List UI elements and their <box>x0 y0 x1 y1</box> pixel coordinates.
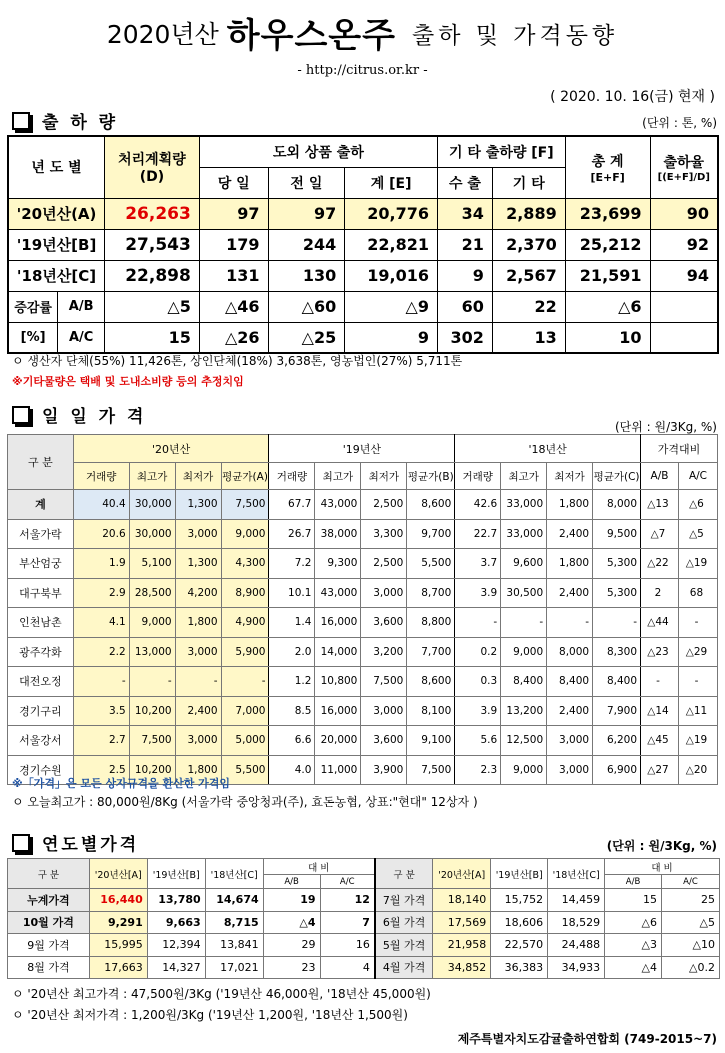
cell-n18: 3,000 <box>547 726 593 756</box>
header-2020: '20년산 <box>73 435 269 463</box>
min-price-note: ㅇ '20년산 최저가격 : 1,200원/3Kg ('19년산 1,200원, '18년산 1,500원) <box>12 1008 408 1022</box>
cell-x18: - <box>501 608 547 638</box>
cell-v19: 26.7 <box>269 519 315 549</box>
cell-n20: 1,800 <box>175 755 221 785</box>
title-year: 2020년산 <box>106 20 219 49</box>
cell-a20: 7,500 <box>221 490 269 520</box>
cell-x18: 8,400 <box>501 667 547 697</box>
cell-a18: 5,300 <box>593 578 641 608</box>
header-prev: 전 일 <box>268 167 345 198</box>
header-export: 수 출 <box>437 167 492 198</box>
cell-ab: △6 <box>605 911 662 934</box>
shipment-unit: (단위 : 톤, %) <box>642 116 717 130</box>
market-name: 부산엄궁 <box>8 549 74 579</box>
cell-a: 17,663 <box>89 956 147 979</box>
cell-n18: 2,400 <box>547 519 593 549</box>
cell-ab: 23 <box>263 956 320 979</box>
market-name: 인천남촌 <box>8 608 74 638</box>
cell-x20: 30,000 <box>129 490 175 520</box>
cell-ac: △19 <box>678 726 717 756</box>
cell-ab: △22 <box>641 549 679 579</box>
cell-v18: 0.3 <box>455 667 501 697</box>
cell-b: 9,663 <box>147 911 205 934</box>
report-date: ( 2020. 10. 16(금) 현재 ) <box>550 89 715 105</box>
cell-n20: - <box>175 667 221 697</box>
cell-ac: 68 <box>678 578 717 608</box>
cell-a18: 8,300 <box>593 637 641 667</box>
cell-v20: 2.7 <box>73 726 129 756</box>
cell-x19: 9,300 <box>315 549 361 579</box>
cell-a20: 5,000 <box>221 726 269 756</box>
cell-ac: - <box>678 667 717 697</box>
cell-ac: △0.2 <box>661 956 719 979</box>
cell-n18: 3,000 <box>547 755 593 785</box>
cell-v18: 0.2 <box>455 637 501 667</box>
market-name: 서울가락 <box>8 519 74 549</box>
cell-a: 15,995 <box>89 934 147 957</box>
cell-v19: 6.6 <box>269 726 315 756</box>
cell-c: 8,715 <box>205 911 263 934</box>
daily-price-table: 구 분 '20년산 '19년산 '18년산 가격대비 거래량 최고가 최저가 평균가(A) 거래량 최고가 최저가 평균가(B) 거래량 최고가 최저가 평균가(C) A/B A/C 계 40.4 30,000 1,300 7,500 67.7 43,000 2,500 8,600 42.6 33,000 1,800 8,000 △13 △6 서울가락 20.6 30,000 3,000 9,000 26.7 38,000 3,300 9,700 22.7 33,000 2,400 9,500 △7 △5 부산엄궁 1.9 5,100 1,300 4,300 7.2 9,300 2,500 5,500 3.7 9,600 1,800 5,300 △22 △19 대구북부 2.9 28,500 4,200 8,900 10.1 43,000 3,000 8,700 3.9 30,500 2,400 5,300 2 68 인천남촌 4.1 9,000 1,800 4,900 1.4 16,000 3,600 8,800 - - - - △44 - 광주각화 2.2 13,000 3,000 5,900 2.0 14,000 3,200 7,700 0.2 9,000 8,000 8,300 △23 △29 대전오정 - - - - 1.2 10,800 7,500 8,600 0.3 8,400 8,400 8,400 - - 경기구리 3.5 10,200 2,400 7,000 8.5 16,000 3,000 8,100 3.9 13,200 2,400 7,900 △14 △11 서울강서 2.7 7,500 3,000 5,000 6.6 20,000 3,600 9,100 5.6 12,500 3,000 6,200 △45 △19 경기수원 2.5 10,200 1,800 5,500 4.0 11,000 3,900 7,500 2.3 9,000 3,000 6,900 △27 △20 <box>7 434 718 785</box>
cell-x18: 33,000 <box>501 519 547 549</box>
header-today: 당 일 <box>199 167 268 198</box>
cell-n19: 2,500 <box>361 549 407 579</box>
period-name: 7월 가격 <box>375 889 433 912</box>
table-row <box>8 696 718 726</box>
cell-v18: 3.9 <box>455 578 501 608</box>
cell-v20: 2.5 <box>73 755 129 785</box>
table-row <box>8 726 718 756</box>
cell-n20: 1,800 <box>175 608 221 638</box>
cell-a19: 5,500 <box>407 549 455 579</box>
cell-a20: 5,900 <box>221 637 269 667</box>
cell-n20: 3,000 <box>175 637 221 667</box>
cell-a20: 8,900 <box>221 578 269 608</box>
cell-v19: 8.5 <box>269 696 315 726</box>
table-row <box>8 911 720 934</box>
cell-ac: △11 <box>678 696 717 726</box>
cell-x19: 20,000 <box>315 726 361 756</box>
cell-c: 24,488 <box>548 934 605 957</box>
change-unit: [%] <box>8 322 58 353</box>
cell-a19: 8,600 <box>407 490 455 520</box>
cell-x19: 14,000 <box>315 637 361 667</box>
cell-v19: 67.7 <box>269 490 315 520</box>
period-name: 6월 가격 <box>375 911 433 934</box>
cell-a18: - <box>593 608 641 638</box>
cell-a19: 9,100 <box>407 726 455 756</box>
cell-a19: 8,800 <box>407 608 455 638</box>
header-sum: 총 계 [E+F] <box>565 136 650 198</box>
cell-c: 34,933 <box>548 956 605 979</box>
market-name: 경기수원 <box>8 755 74 785</box>
market-name: 대구북부 <box>8 578 74 608</box>
yearly-section-title: 연도별가격 <box>12 830 139 855</box>
cell-v19: 1.4 <box>269 608 315 638</box>
cell-v20: 3.5 <box>73 696 129 726</box>
table-row <box>8 667 718 697</box>
cell-v19: 1.2 <box>269 667 315 697</box>
footer-org: 제주특별자치도감귤출하연합회 (749-2015~7) <box>457 1032 717 1046</box>
cell-a19: 9,700 <box>407 519 455 549</box>
cell-x19: 38,000 <box>315 519 361 549</box>
period-name: 4월 가격 <box>375 956 433 979</box>
cell-ab: 2 <box>641 578 679 608</box>
cell-x19: 10,800 <box>315 667 361 697</box>
market-name: 광주각화 <box>8 637 74 667</box>
cell-n20: 3,000 <box>175 519 221 549</box>
table-row: '18년산[C] 22,898 131 130 19,016 9 2,567 21,591 94 <box>8 260 718 291</box>
cell-ac: 12 <box>320 889 375 912</box>
cell-a19: 7,700 <box>407 637 455 667</box>
cell-ac: △5 <box>661 911 719 934</box>
cell-a: 21,958 <box>433 934 491 957</box>
period-name: 8월 가격 <box>8 956 90 979</box>
cell-x20: 13,000 <box>129 637 175 667</box>
cell-n20: 2,400 <box>175 696 221 726</box>
cell-x19: 16,000 <box>315 696 361 726</box>
cell-v20: 2.2 <box>73 637 129 667</box>
cell-v20: 1.9 <box>73 549 129 579</box>
cell-a: 34,852 <box>433 956 491 979</box>
max-price-note: ㅇ '20년산 최고가격 : 47,500원/3Kg ('19년산 46,000원, '18년산 45,000원) <box>12 987 431 1001</box>
cell-x19: 11,000 <box>315 755 361 785</box>
cell-n20: 4,200 <box>175 578 221 608</box>
cell-a20: 7,000 <box>221 696 269 726</box>
shipment-table <box>7 135 719 354</box>
table-row: 증감률 A/B △5 △46 △60 △9 60 22 △6 <box>8 291 718 322</box>
cell-x18: 9,600 <box>501 549 547 579</box>
cell-n18: 2,400 <box>547 578 593 608</box>
cell-a20: - <box>221 667 269 697</box>
table-row <box>8 608 718 638</box>
cell-ac: - <box>678 608 717 638</box>
cell-v18: - <box>455 608 501 638</box>
cell-n19: 2,500 <box>361 490 407 520</box>
cell-v18: 42.6 <box>455 490 501 520</box>
document-title <box>0 8 725 57</box>
period-name: 5월 가격 <box>375 934 433 957</box>
cell-c: 17,021 <box>205 956 263 979</box>
cell-x18: 13,200 <box>501 696 547 726</box>
title-main: 하우스온주 <box>226 16 396 56</box>
change-label: 증감률 <box>8 291 58 322</box>
cell-ac: 7 <box>320 911 375 934</box>
cell-b: 14,327 <box>147 956 205 979</box>
cell-a18: 6,200 <box>593 726 641 756</box>
cell-x18: 33,000 <box>501 490 547 520</box>
cell-a20: 4,900 <box>221 608 269 638</box>
cell-a18: 8,400 <box>593 667 641 697</box>
cell-ac: △6 <box>678 490 717 520</box>
cell-c: 18,529 <box>548 911 605 934</box>
header-domestic: 도외 상품 출하 <box>199 136 437 167</box>
cell-a20: 4,300 <box>221 549 269 579</box>
header-2018: '18년산 <box>455 435 641 463</box>
cell-n20: 1,300 <box>175 490 221 520</box>
cell-v18: 22.7 <box>455 519 501 549</box>
cell-n19: 3,200 <box>361 637 407 667</box>
table-row <box>8 519 718 549</box>
daily-unit: (단위 : 원/3Kg, %) <box>614 420 717 434</box>
cell-v20: 40.4 <box>73 490 129 520</box>
cell-n18: 8,400 <box>547 667 593 697</box>
cell-ab: △13 <box>641 490 679 520</box>
cell-x18: 9,000 <box>501 755 547 785</box>
cell-n18: 1,800 <box>547 490 593 520</box>
table-row <box>8 956 720 979</box>
cell-a18: 9,500 <box>593 519 641 549</box>
cell-ac: △20 <box>678 755 717 785</box>
cell-v18: 2.3 <box>455 755 501 785</box>
cell-n20: 3,000 <box>175 726 221 756</box>
cell-ab: △4 <box>605 956 662 979</box>
table-row <box>8 934 720 957</box>
cell-ac: △5 <box>678 519 717 549</box>
cell-n18: 1,800 <box>547 549 593 579</box>
period-name: 누계가격 <box>8 889 90 912</box>
cell-a20: 9,000 <box>221 519 269 549</box>
cell-c: 14,459 <box>548 889 605 912</box>
cell-ab: △4 <box>263 911 320 934</box>
cell-n18: 2,400 <box>547 696 593 726</box>
header-other: 기 타 출하량 [F] <box>437 136 565 167</box>
market-name: 대전오정 <box>8 667 74 697</box>
cell-ab: △7 <box>641 519 679 549</box>
cell-v19: 7.2 <box>269 549 315 579</box>
cell-a18: 8,000 <box>593 490 641 520</box>
cell-ac: △29 <box>678 637 717 667</box>
checkbox-icon <box>12 406 30 424</box>
today-max-note: ㅇ 오늘최고가 : 80,000원/8Kg (서울가락 중앙청과(주), 효돈농협, 상표:"현대" 12상자 ) <box>12 795 478 809</box>
cell-v20: - <box>73 667 129 697</box>
checkbox-icon <box>12 834 30 852</box>
cell-ab: 29 <box>263 934 320 957</box>
cell-a18: 5,300 <box>593 549 641 579</box>
header-etc: 기 타 <box>492 167 565 198</box>
cell-b: 18,606 <box>491 911 548 934</box>
cell-v18: 3.9 <box>455 696 501 726</box>
cell-x20: 5,100 <box>129 549 175 579</box>
header-plan: 처리계획량 (D) <box>105 136 200 198</box>
cell-n19: 7,500 <box>361 667 407 697</box>
table-row <box>8 889 720 912</box>
cell-ab: △45 <box>641 726 679 756</box>
cell-n19: 3,000 <box>361 578 407 608</box>
cell-b: 12,394 <box>147 934 205 957</box>
cell-v18: 3.7 <box>455 549 501 579</box>
table-row: '19년산[B] 27,543 179 244 22,821 21 2,370 25,212 92 <box>8 229 718 260</box>
cell-ab: △14 <box>641 696 679 726</box>
cell-v19: 10.1 <box>269 578 315 608</box>
cell-ab: - <box>641 667 679 697</box>
yearly-unit: (단위 : 원/3Kg, %) <box>606 839 717 853</box>
cell-a18: 6,900 <box>593 755 641 785</box>
table-row <box>8 637 718 667</box>
cell-n19: 3,000 <box>361 696 407 726</box>
cell-a: 18,140 <box>433 889 491 912</box>
cell-n19: 3,300 <box>361 519 407 549</box>
cell-ac: △19 <box>678 549 717 579</box>
cell-ab: △27 <box>641 755 679 785</box>
cell-v18: 5.6 <box>455 726 501 756</box>
estimate-note: ※기타물량은 택배 및 도내소비량 등의 추정치임 <box>12 375 244 388</box>
cell-x19: 43,000 <box>315 490 361 520</box>
cell-a19: 8,100 <box>407 696 455 726</box>
shipment-section-title: 출 하 량 <box>12 108 118 133</box>
cell-x20: - <box>129 667 175 697</box>
cell-x19: 16,000 <box>315 608 361 638</box>
cell-n19: 3,900 <box>361 755 407 785</box>
yearly-price-table: 구 분 '20년산[A] '19년산[B] '18년산[C] 대 비 구 분 '20년산[A] '19년산[B] '18년산[C] 대 비 A/B A/C A/B A/C 누계가격 16,440 13,780 14,674 19 12 7월 가격 18,140 15,752 14,459 15 25 10월 가격 9,291 9,663 8,715 △4 7 6월 가격 17,569 18,606 18,529 △6 △5 9월 가격 15,995 12,394 13,841 29 16 5월 가격 21,958 22,570 24,488 △3 △10 8월 가격 17,663 14,327 17,021 23 4 4월 가격 34,852 36,383 34,933 △4 △0.2 <box>7 858 720 979</box>
website-url[interactable]: - http://citrus.or.kr - <box>297 63 428 78</box>
cell-x20: 10,200 <box>129 755 175 785</box>
cell-ab: △23 <box>641 637 679 667</box>
market-name: 서울강서 <box>8 726 74 756</box>
cell-ab: 15 <box>605 889 662 912</box>
cell-x20: 28,500 <box>129 578 175 608</box>
cell-n18: - <box>547 608 593 638</box>
cell-a: 17,569 <box>433 911 491 934</box>
cell-a19: 7,500 <box>407 755 455 785</box>
cell-c: 14,674 <box>205 889 263 912</box>
cell-a18: 7,900 <box>593 696 641 726</box>
cell-b: 15,752 <box>491 889 548 912</box>
period-name: 10월 가격 <box>8 911 90 934</box>
table-row: [%] A/C 15 △26 △25 9 302 13 10 <box>8 322 718 353</box>
cell-b: 13,780 <box>147 889 205 912</box>
cell-ac: 16 <box>320 934 375 957</box>
daily-section-title: 일 일 가 격 <box>12 402 146 427</box>
cell-n20: 1,300 <box>175 549 221 579</box>
cell-a: 9,291 <box>89 911 147 934</box>
title-rest: 출하 및 가격동향 <box>412 23 619 49</box>
cell-v20: 2.9 <box>73 578 129 608</box>
cell-x18: 30,500 <box>501 578 547 608</box>
cell-x18: 9,000 <box>501 637 547 667</box>
header-2019: '19년산 <box>269 435 455 463</box>
price-note: ※「가격」은 모든 상자규격을 환산한 가격임 <box>12 777 231 790</box>
cell-ab: △44 <box>641 608 679 638</box>
cell-ac: 25 <box>661 889 719 912</box>
cell-x20: 10,200 <box>129 696 175 726</box>
producer-note: ㅇ 생산자 단체(55%) 11,426톤, 상인단체(18%) 3,638톤, 영농법인(27%) 5,711톤 <box>12 354 463 368</box>
header-year: 년 도 별 <box>8 136 105 198</box>
cell-v19: 4.0 <box>269 755 315 785</box>
cell-a19: 8,600 <box>407 667 455 697</box>
cell-a20: 5,500 <box>221 755 269 785</box>
cell-n18: 8,000 <box>547 637 593 667</box>
cell-ab: △3 <box>605 934 662 957</box>
header-compare: 가격대비 <box>641 435 718 463</box>
cell-c: 13,841 <box>205 934 263 957</box>
cell-v20: 4.1 <box>73 608 129 638</box>
market-name: 경기구리 <box>8 696 74 726</box>
table-row <box>8 490 718 520</box>
cell-x20: 30,000 <box>129 519 175 549</box>
cell-n19: 3,600 <box>361 726 407 756</box>
period-name: 9월 가격 <box>8 934 90 957</box>
cell-ab: 19 <box>263 889 320 912</box>
header-total-e: 계 [E] <box>345 167 438 198</box>
cell-v20: 20.6 <box>73 519 129 549</box>
cell-x20: 7,500 <box>129 726 175 756</box>
cell-x19: 43,000 <box>315 578 361 608</box>
cell-x18: 12,500 <box>501 726 547 756</box>
cell-b: 36,383 <box>491 956 548 979</box>
table-row <box>8 549 718 579</box>
table-row <box>8 578 718 608</box>
market-name: 계 <box>8 490 74 520</box>
checkbox-icon <box>12 112 30 130</box>
cell-a: 16,440 <box>89 889 147 912</box>
cell-x20: 9,000 <box>129 608 175 638</box>
header-rate: 출하율 [(E+F]/D] <box>650 136 718 198</box>
cell-ac: 4 <box>320 956 375 979</box>
cell-ac: △10 <box>661 934 719 957</box>
cell-a19: 8,700 <box>407 578 455 608</box>
cell-v19: 2.0 <box>269 637 315 667</box>
cell-n19: 3,600 <box>361 608 407 638</box>
cell-b: 22,570 <box>491 934 548 957</box>
header-gubun: 구 분 <box>8 435 74 490</box>
table-row: '20년산(A) 26,263 97 97 20,776 34 2,889 23,699 90 <box>8 198 718 229</box>
